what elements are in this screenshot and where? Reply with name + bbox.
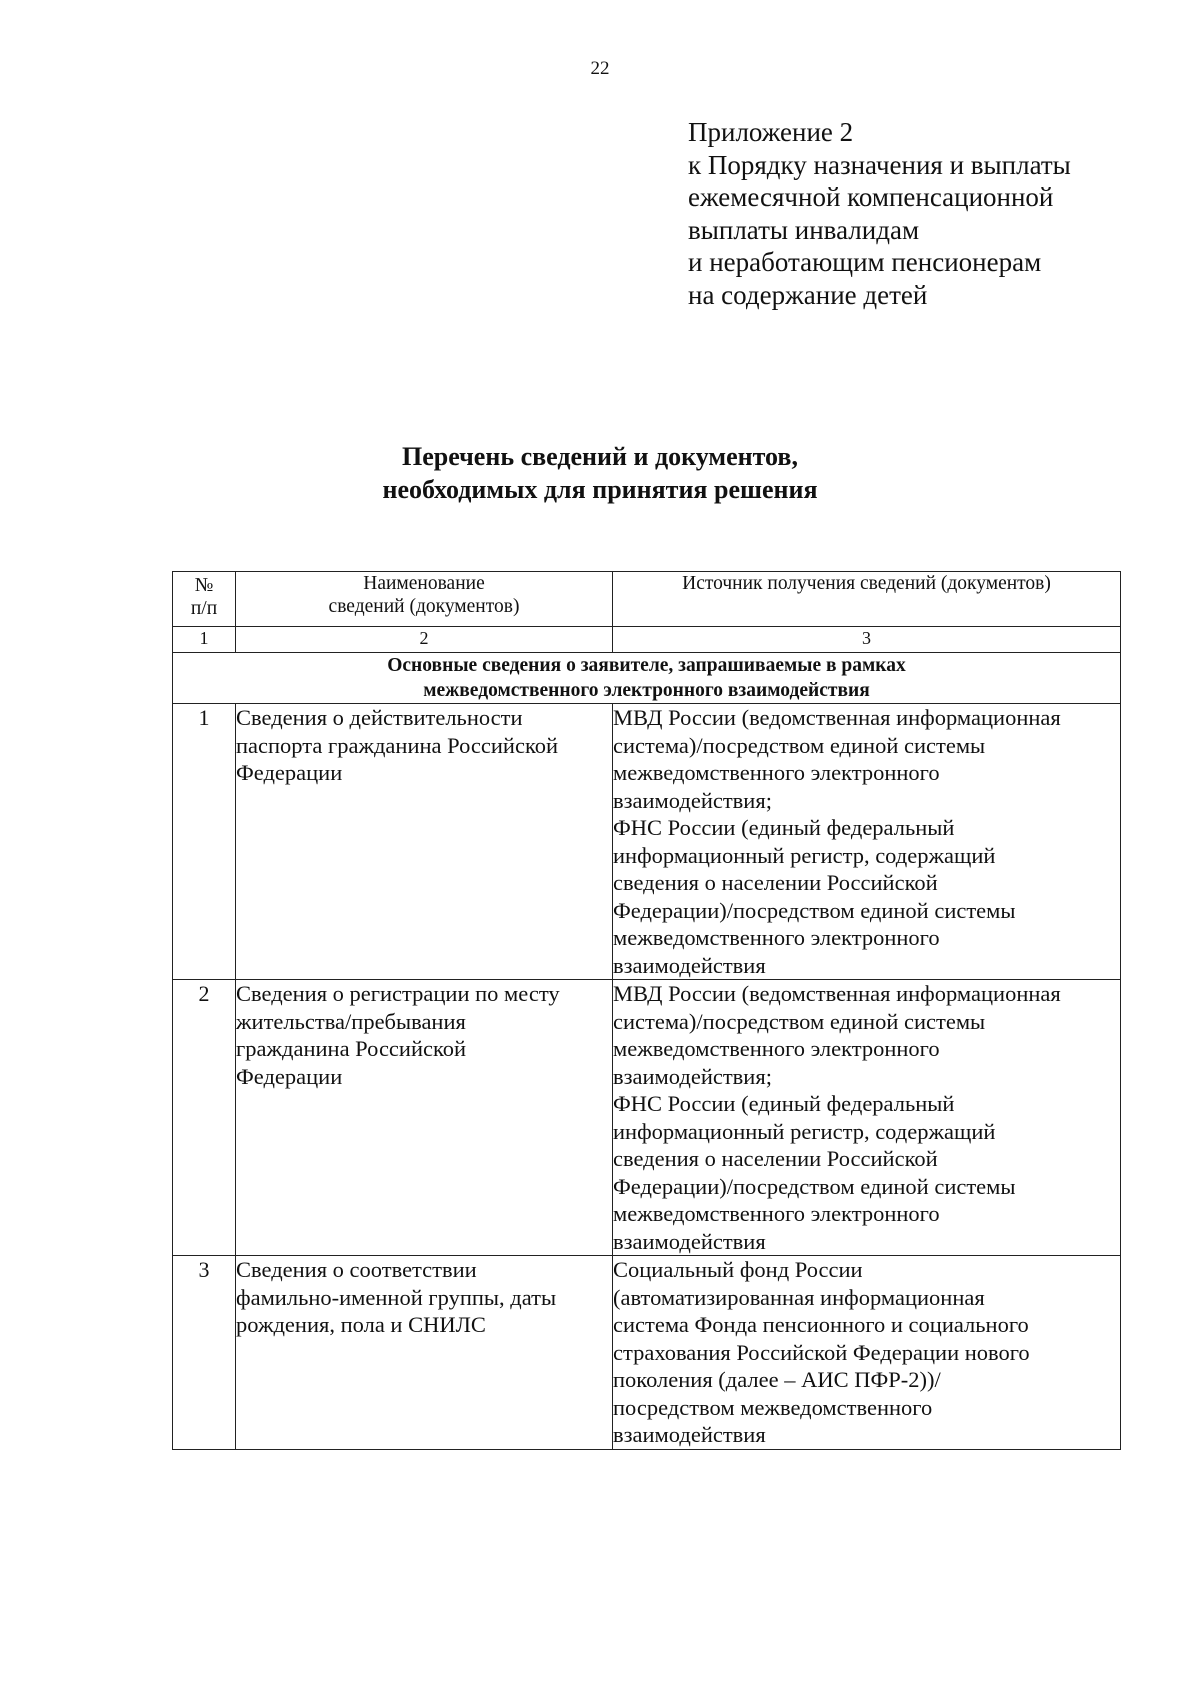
row-source-line: Федерации)/посредством единой системы bbox=[613, 1173, 1016, 1199]
section-header-line: Основные сведения о заявителе, запрашиваемые в рамках bbox=[387, 655, 906, 676]
row-source-line: Социальный фонд России bbox=[613, 1257, 863, 1282]
column-number: 2 bbox=[236, 627, 613, 653]
row-name-line: жительства/пребывания bbox=[236, 1008, 466, 1034]
appendix-line: ежемесячной компенсационной bbox=[688, 182, 1054, 212]
header-number-line: п/п bbox=[190, 598, 218, 619]
row-source-line: ФНС России (единый федеральный bbox=[613, 1091, 955, 1116]
row-number: 1 bbox=[173, 704, 236, 980]
section-header-row bbox=[173, 653, 1121, 704]
row-number: 3 bbox=[173, 1256, 236, 1450]
row-source-line: поколения (далее – АИС ПФР-2))/ bbox=[613, 1367, 941, 1392]
row-source-line: межведомственного электронного bbox=[613, 1201, 940, 1226]
row-name-line: рождения, пола и СНИЛС bbox=[236, 1312, 486, 1337]
appendix-heading bbox=[688, 116, 1168, 311]
column-number: 3 bbox=[613, 627, 1121, 653]
header-number-line: № bbox=[194, 575, 214, 596]
row-source-line: взаимодействия bbox=[613, 1422, 766, 1447]
document-title-line: Перечень сведений и документов, bbox=[402, 442, 798, 471]
row-source-line: посредством межведомственного bbox=[613, 1394, 933, 1420]
appendix-line: на содержание детей bbox=[688, 279, 928, 310]
table-row bbox=[173, 980, 1121, 1256]
column-number: 1 bbox=[173, 627, 236, 653]
row-source bbox=[613, 980, 1121, 1256]
header-name-line: сведений (документов) bbox=[328, 596, 520, 617]
document-title-line: необходимых для принятия решения bbox=[382, 475, 818, 504]
row-source-line: система)/посредством единой системы bbox=[613, 1008, 986, 1034]
table-header-row bbox=[173, 572, 1121, 627]
row-name-line: Сведения о регистрации по месту bbox=[236, 981, 560, 1006]
row-name bbox=[236, 704, 613, 980]
row-name bbox=[236, 980, 613, 1256]
header-source: Источник получения сведений (документов) bbox=[613, 572, 1121, 627]
row-source-line: МВД России (ведомственная информационная bbox=[613, 981, 1061, 1006]
document-title bbox=[0, 440, 1200, 506]
row-name-line: паспорта гражданина Российской bbox=[236, 732, 559, 758]
row-source-line: сведения о населении Российской bbox=[613, 870, 938, 895]
section-header-line: межведомственного электронного взаимодействия bbox=[423, 680, 870, 701]
row-source bbox=[613, 704, 1121, 980]
appendix-line: выплаты инвалидам bbox=[688, 214, 920, 245]
row-source-line: информационный регистр, содержащий bbox=[613, 1118, 996, 1144]
row-source-line: сведения о населении Российской bbox=[613, 1146, 938, 1171]
table-row bbox=[173, 1256, 1121, 1450]
row-name-line: гражданина Российской bbox=[236, 1036, 467, 1061]
row-source-line: МВД России (ведомственная информационная bbox=[613, 705, 1061, 730]
row-source-line: межведомственного электронного bbox=[613, 925, 940, 950]
appendix-line: к Порядку назначения и выплаты bbox=[688, 149, 1071, 180]
row-name-line: Сведения о действительности bbox=[236, 705, 523, 730]
row-source-line: взаимодействия; bbox=[613, 787, 772, 813]
row-source-line: система)/посредством единой системы bbox=[613, 732, 986, 758]
header-name-line: Наименование bbox=[363, 573, 485, 594]
page-number: 22 bbox=[590, 58, 610, 79]
section-header bbox=[173, 653, 1121, 704]
row-number: 2 bbox=[173, 980, 236, 1256]
row-source-line: система Фонда пенсионного и социального bbox=[613, 1312, 1029, 1337]
row-name-line: Федерации bbox=[236, 760, 343, 785]
header-name bbox=[236, 572, 613, 627]
row-source-line: межведомственного электронного bbox=[613, 1036, 940, 1061]
documents-table bbox=[172, 571, 1121, 1450]
row-source-line: страхования Российской Федерации нового bbox=[613, 1339, 1030, 1365]
row-source-line: межведомственного электронного bbox=[613, 760, 940, 785]
row-source-line: ФНС России (единый федеральный bbox=[613, 815, 955, 840]
row-source-line: информационный регистр, содержащий bbox=[613, 842, 996, 868]
row-source-line: Федерации)/посредством единой системы bbox=[613, 897, 1016, 923]
column-number-row bbox=[173, 627, 1121, 653]
row-name-line: фамильно-именной группы, даты bbox=[236, 1284, 557, 1310]
table-row bbox=[173, 704, 1121, 980]
row-source-line: (автоматизированная информационная bbox=[613, 1284, 985, 1310]
row-source bbox=[613, 1256, 1121, 1450]
header-number bbox=[173, 572, 236, 627]
appendix-line: и неработающим пенсионерам bbox=[688, 247, 1042, 277]
row-source-line: взаимодействия bbox=[613, 952, 766, 978]
row-source-line: взаимодействия; bbox=[613, 1063, 772, 1089]
row-name bbox=[236, 1256, 613, 1450]
row-source-line: взаимодействия bbox=[613, 1228, 766, 1254]
appendix-line: Приложение 2 bbox=[688, 117, 854, 147]
row-name-line: Федерации bbox=[236, 1063, 343, 1089]
row-name-line: Сведения о соответствии bbox=[236, 1257, 477, 1282]
